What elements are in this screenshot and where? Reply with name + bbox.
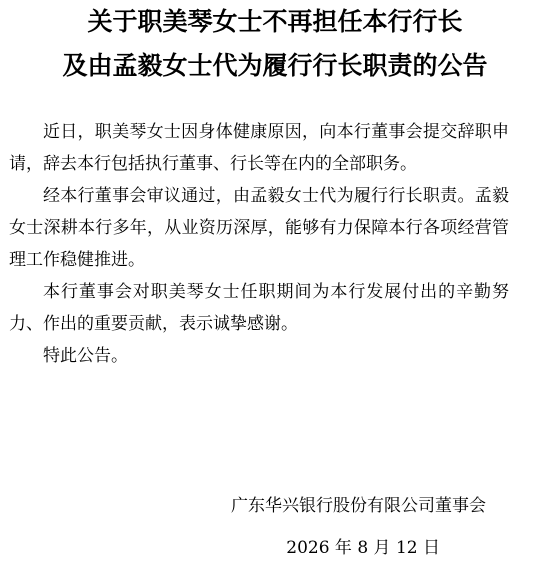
title-line-2: 及由孟毅女士代为履行行长职责的公告 [62,51,488,80]
paragraph-acting-president: 经本行董事会审议通过，由孟毅女士代为履行行长职责。孟毅女士深耕本行多年，从业资历深厚，能够有力保障本行各项经营管理工作稳健推进。 [9,186,509,270]
signature-date: 2026 年 8 月 12 日 [286,538,440,558]
paragraph-resignation: 近日，职美琴女士因身体健康原因，向本行董事会提交辞职申请，辞去本行包括执行董事、行长等在内的全部职务。 [9,122,509,174]
announcement-body [9,116,509,372]
paragraph-thanks: 本行董事会对职美琴女士任职期间为本行发展付出的辛勤努力、作出的重要贡献，表示诚挚感谢。 [9,282,509,334]
signature-organization: 广东华兴银行股份有限公司董事会 [231,496,486,516]
title-line-1: 关于职美琴女士不再担任本行行长 [87,7,463,36]
paragraph-closing: 特此公告。 [43,346,128,366]
